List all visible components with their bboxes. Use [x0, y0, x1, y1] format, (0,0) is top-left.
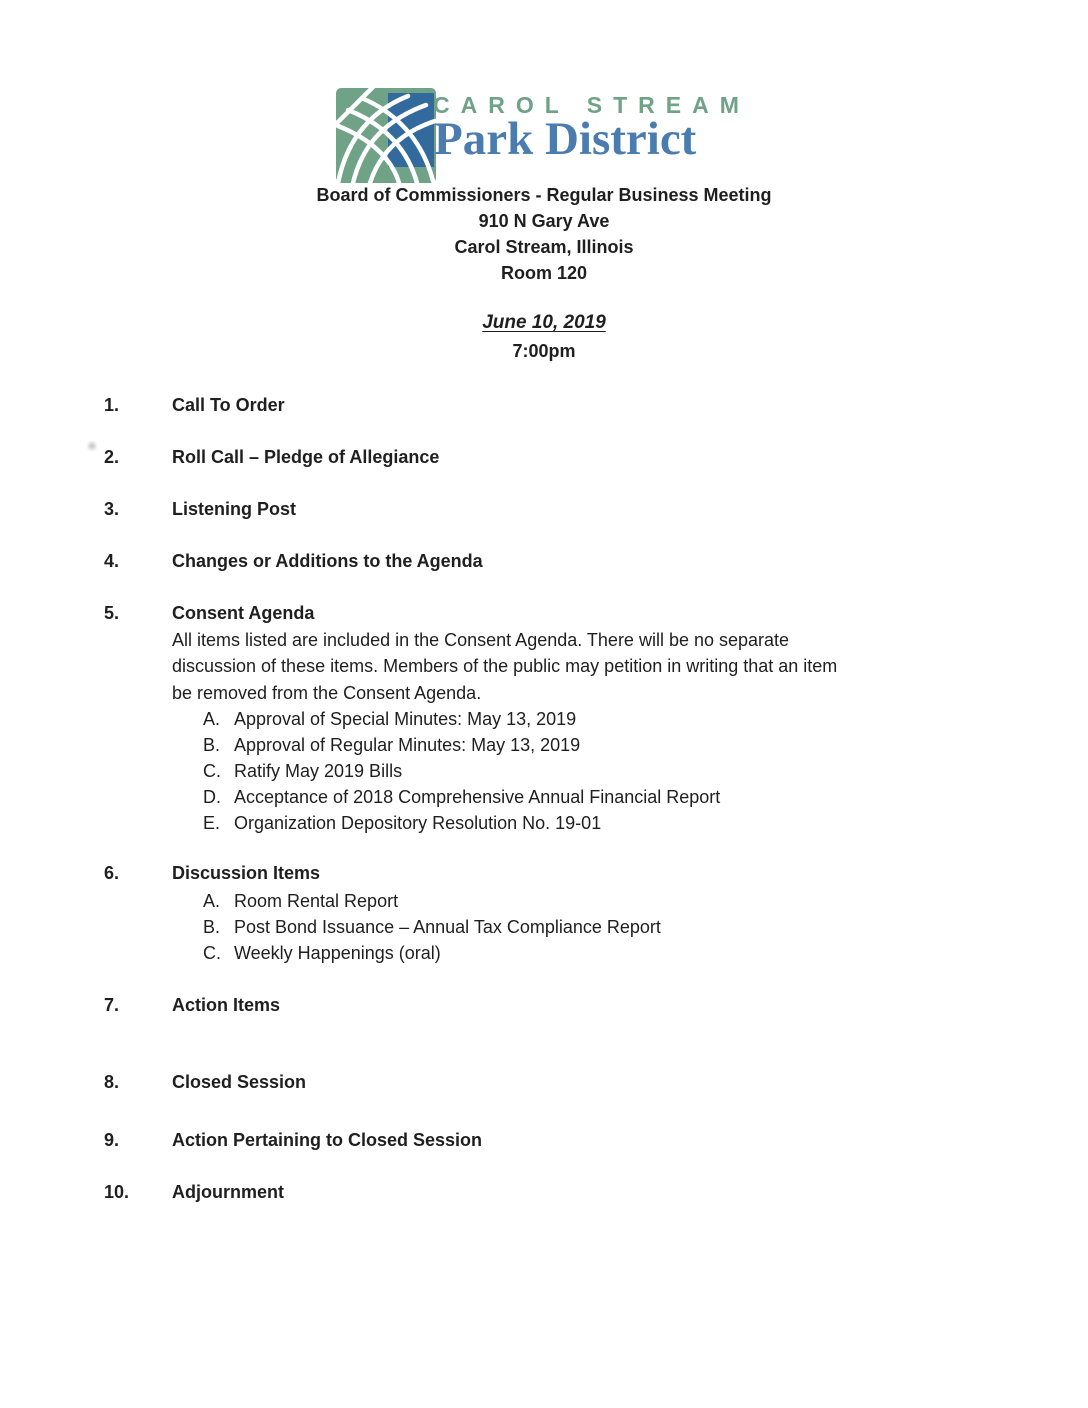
- meeting-time: 7:00pm: [512, 341, 576, 361]
- meeting-city: Carol Stream, Illinois: [454, 237, 634, 257]
- agenda-item-title: Call To Order: [172, 395, 285, 415]
- agenda-item-title: Closed Session: [172, 1072, 307, 1092]
- agenda-item-number: 7.: [104, 995, 120, 1015]
- meeting-room: Room 120: [500, 263, 588, 283]
- agenda-item-title: Adjournment: [172, 1182, 284, 1202]
- meeting-title: Board of Commissioners - Regular Business Meeting: [316, 185, 772, 205]
- agenda-item-number: 3.: [104, 499, 120, 519]
- agenda-item-title: Consent Agenda: [172, 603, 315, 623]
- agenda-item-number: 6.: [104, 863, 120, 883]
- agenda-item-number: 9.: [104, 1130, 120, 1150]
- agenda-item-title: Discussion Items: [172, 863, 321, 883]
- agenda-item-number: 5.: [104, 603, 120, 623]
- logo-brand-top-text: CAROL STREAM: [433, 92, 750, 118]
- agenda-item-title: Action Pertaining to Closed Session: [172, 1130, 483, 1150]
- agenda-item-number: 4.: [104, 551, 120, 571]
- agenda-item-number: 2.: [104, 447, 120, 467]
- agenda-item-title: Action Items: [172, 995, 281, 1015]
- meeting-date-text: June 10, 2019: [482, 312, 606, 333]
- agenda-document-page: CAROL STREAM Park District Board of Commissioners - Regular Business Meeting 910 N Gary Ave Carol Stream, Illinois Room 120 June 10, 2019 7:00pm 1. Call To Order 2. Roll Call – Pledge of Allegiance 3. Listening Post 4. Changes or Additions to the Agenda 5. Consent Agenda All items listed are included in the Consent Agenda. There will be no separate discussion of these items. Members of the public may petition in writing that an item be removed from the Consent Agenda. A. Approval of Special Minutes: May 13, 2019 B. Approval of Regular Minutes: May 13, 2019 C. Ratify May 2019 Bills D. Acceptance of 2018 Comprehensive Annual Financial Report E. Organization Depository Resolution No. 19-01 6. Discussion Items A. Room Rental Report B. Post Bond Issuance – Annual Tax Compliance Report C. Weekly Happenings (oral) 7. Action Items 8. Closed Session 9. Action Pertaining to Closed Session 10. Adjournment: [0, 0, 1088, 1408]
- agenda-item-title: Changes or Additions to the Agenda: [172, 551, 483, 571]
- agenda-item-number: 1.: [104, 395, 120, 415]
- park-district-logo-icon: [336, 88, 436, 183]
- agenda-item-number: 8.: [104, 1072, 120, 1092]
- agenda-item-number: 10.: [104, 1182, 130, 1202]
- meeting-address: 910 N Gary Ave: [478, 211, 610, 231]
- meeting-date: [0, 312, 1088, 334]
- scan-artifact-mark: [86, 440, 98, 452]
- agenda-item-title: Listening Post: [172, 499, 297, 519]
- logo-brand-bottom-text: Park District: [434, 113, 697, 165]
- agenda-item-title: Roll Call – Pledge of Allegiance: [172, 447, 440, 467]
